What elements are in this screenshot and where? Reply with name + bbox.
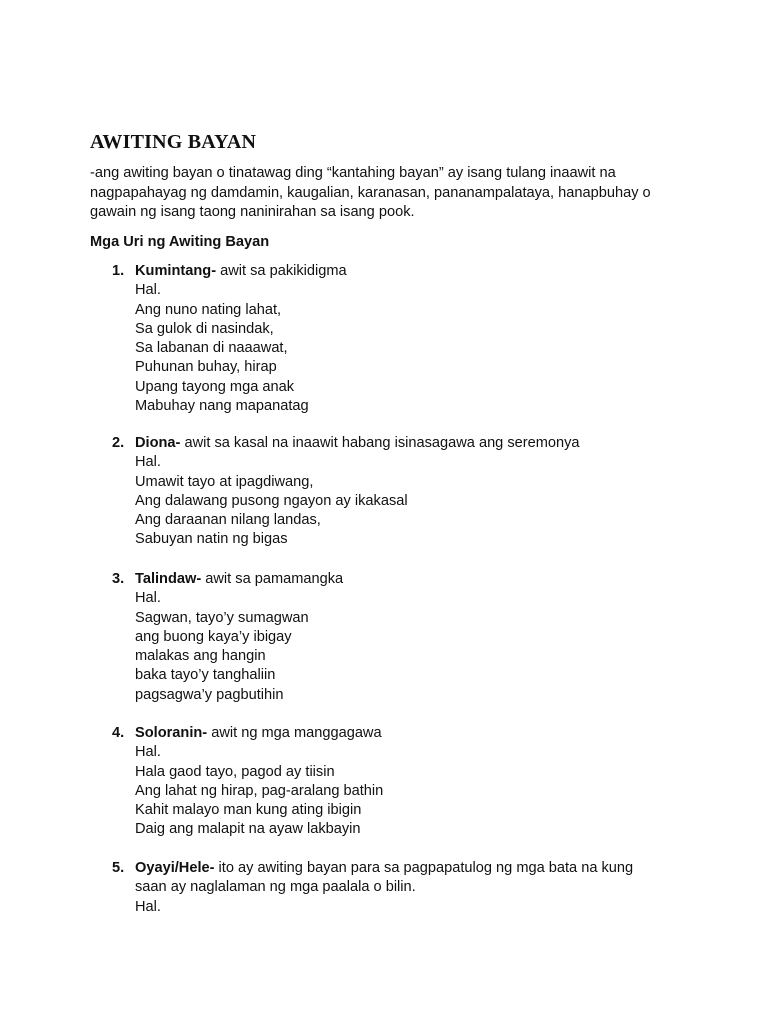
list-item-term: Kumintang- <box>135 263 217 279</box>
list-item-head <box>90 434 690 453</box>
verse-line: Ang dalawang pusong ngayon ay ikakasal <box>135 492 408 509</box>
list-item-head <box>90 262 690 281</box>
list-item-example <box>90 589 690 705</box>
list-item-definition: ito ay awiting bayan para sa pagpapatulog ng mga bata na kung <box>214 860 634 876</box>
list-item-definition-continued: saan ay naglalaman ng mga paalala o bilin. <box>135 879 416 896</box>
list-item-number: 2. <box>112 435 125 451</box>
verse-line: Sa gulok di nasindak, <box>135 320 274 337</box>
section-heading: Mga Uri ng Awiting Bayan <box>90 234 270 250</box>
list-item-definition: awit sa kasal na inaawit habang isinasagawa ang seremonya <box>180 435 580 451</box>
verse-line: Sabuyan natin ng bigas <box>135 531 288 548</box>
verse-line: Upang tayong mga anak <box>135 378 295 395</box>
list-item-number: 5. <box>112 860 125 876</box>
example-label: Hal. <box>135 454 161 471</box>
list-item-term: Oyayi/Hele- <box>135 860 215 876</box>
example-label: Hal. <box>135 744 161 761</box>
list-item-definition: awit sa pamamangka <box>201 571 344 587</box>
list-item-example <box>90 453 690 549</box>
verse-line: Daig ang malapit na ayaw lakbayin <box>135 821 361 838</box>
verse-line: Mabuhay nang mapanatag <box>135 398 309 415</box>
list-item-definition: awit ng mga manggagawa <box>207 725 382 741</box>
list-item-term: Talindaw- <box>135 571 202 587</box>
verse-line: Ang nuno nating lahat, <box>135 301 282 318</box>
list-item-example <box>90 878 690 917</box>
verse-line: Hala gaod tayo, pagod ay tiisin <box>135 763 335 780</box>
verse-line: Kahit malayo man kung ating ibigin <box>135 802 362 819</box>
list-item-soloranin <box>90 724 690 840</box>
list-item-oyayi-hele <box>90 859 690 917</box>
example-label: Hal. <box>135 282 161 299</box>
verse-line: ang buong kaya’y ibigay <box>135 628 292 645</box>
verse-line: malakas ang hangin <box>135 648 266 665</box>
verse-line: baka tayo’y tanghaliin <box>135 667 276 684</box>
list-item-term: Soloranin- <box>135 725 208 741</box>
list-item-number: 1. <box>112 263 125 279</box>
list-item-number: 3. <box>112 571 125 587</box>
list-item-head <box>90 859 690 878</box>
example-label: Hal. <box>135 590 161 607</box>
verse-line: Puhunan buhay, hirap <box>135 359 277 376</box>
example-label: Hal. <box>135 898 161 915</box>
verse-line: pagsagwa’y pagbutihin <box>135 686 284 703</box>
list-item-example <box>90 281 690 416</box>
list-item-definition: awit sa pakikidigma <box>216 263 347 279</box>
list-item-term: Diona- <box>135 435 181 451</box>
verse-line: Ang daraanan nilang landas, <box>135 512 321 529</box>
verse-line: Sa labanan di naaawat, <box>135 340 288 357</box>
list-item-head <box>90 570 690 589</box>
list-item-kumintang <box>90 262 690 416</box>
verse-line: Ang lahat ng hirap, pag-aralang bathin <box>135 782 384 799</box>
list-item-talindaw <box>90 570 690 705</box>
document-title: AWITING BAYAN <box>90 131 257 153</box>
verse-line: Sagwan, tayo’y sumagwan <box>135 609 309 626</box>
list-item-number: 4. <box>112 725 125 741</box>
list-item-example <box>90 743 690 839</box>
list-item-head <box>90 724 690 743</box>
list-item-diona <box>90 434 690 550</box>
verse-line: Umawit tayo at ipagdiwang, <box>135 473 314 490</box>
intro-paragraph: -ang awiting bayan o tinatawag ding “kantahing bayan” ay isang tulang inaawit na nagpapahayag ng damdamin, kaugalian, karanasan, pananampalataya, hanapbuhay o gawain ng isang taong naninirahan sa isang pook. <box>90 165 651 220</box>
